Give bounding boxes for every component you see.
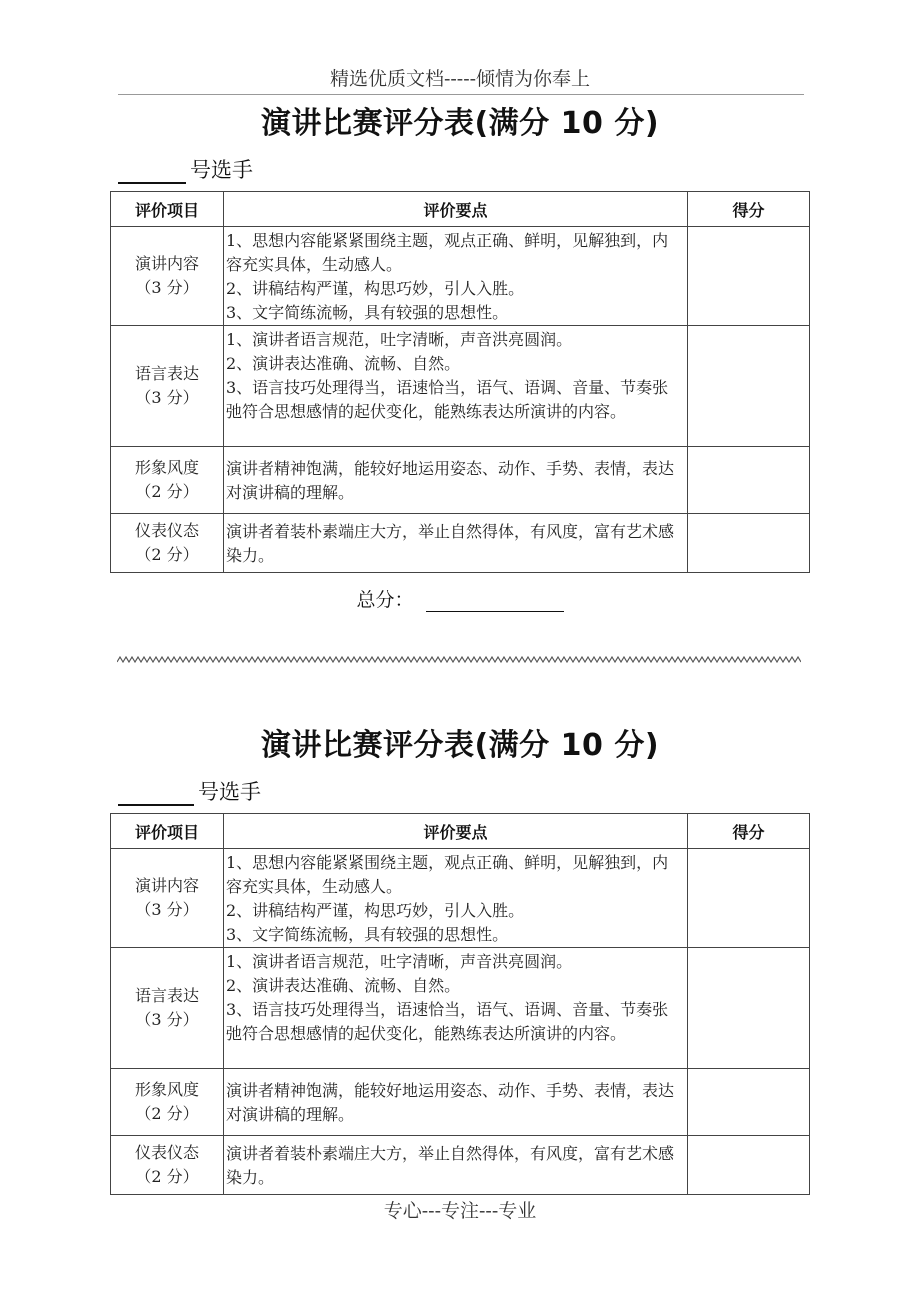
table-row (111, 948, 810, 1069)
table-row (111, 447, 810, 514)
criterion-max-score: （3 分） (135, 388, 199, 407)
point-line: 1、演讲者语言规范，吐字清晰，声音洪亮圆润。 (226, 330, 573, 349)
criterion-cell (111, 447, 224, 514)
point-line: 2、演讲表达准确、流畅、自然。 (226, 354, 461, 373)
criterion-cell (111, 514, 224, 573)
score-table (110, 813, 810, 1195)
table-row (111, 1069, 810, 1136)
criterion-points (224, 447, 688, 514)
criterion-cell (111, 948, 224, 1069)
criterion-cell (111, 1136, 224, 1195)
contestant-number-blank[interactable] (118, 784, 194, 806)
criterion-cell (111, 1069, 224, 1136)
score-input-cell[interactable] (688, 1136, 810, 1195)
criterion-name: 语言表达 (134, 986, 199, 1005)
criterion-max-score: （2 分） (135, 545, 199, 564)
criterion-points (224, 948, 688, 1069)
criterion-points (224, 1136, 688, 1195)
column-header: 评价要点 (224, 192, 688, 227)
criterion-name: 形象风度 (134, 458, 199, 477)
criterion-points (224, 849, 688, 948)
point-line: 3、语言技巧处理得当，语速恰当，语气、语调、音量、节奏张弛符合思想感情的起伏变化，能熟练表达所演讲的内容。 (226, 378, 669, 421)
form-title: 演讲比赛评分表(满分 10 分) (260, 106, 660, 141)
criterion-name: 仪表仪态 (134, 521, 199, 540)
criterion-points (224, 227, 688, 326)
point-line: 演讲者精神饱满，能较好地运用姿态、动作、手势、表情，表达对演讲稿的理解。 (226, 1081, 675, 1124)
criterion-max-score: （2 分） (135, 1167, 199, 1186)
table-row (111, 1136, 810, 1195)
criterion-points (224, 326, 688, 447)
criterion-points (224, 514, 688, 573)
score-input-cell[interactable] (688, 326, 810, 447)
criterion-max-score: （3 分） (135, 278, 199, 297)
point-line: 1、思想内容能紧紧围绕主题，观点正确、鲜明，见解独到，内容充实具体，生动感人。 (226, 853, 669, 896)
criterion-points (224, 1069, 688, 1136)
criterion-max-score: （2 分） (135, 482, 199, 501)
score-input-cell[interactable] (688, 514, 810, 573)
criterion-name: 演讲内容 (134, 254, 199, 273)
column-header: 评价项目 (111, 192, 224, 227)
total-blank[interactable] (426, 593, 564, 612)
score-input-cell[interactable] (688, 227, 810, 326)
criterion-max-score: （3 分） (135, 900, 199, 919)
score-input-cell[interactable] (688, 1069, 810, 1136)
criterion-name: 语言表达 (134, 364, 199, 383)
column-header: 评价项目 (111, 814, 224, 849)
header-divider (118, 94, 804, 95)
table-row (111, 227, 810, 326)
total-label: 总分： (356, 589, 414, 611)
criterion-name: 仪表仪态 (134, 1143, 199, 1162)
score-table (110, 191, 810, 573)
column-header: 得分 (688, 814, 810, 849)
point-line: 演讲者精神饱满，能较好地运用姿态、动作、手势、表情，表达对演讲稿的理解。 (226, 459, 675, 502)
table-row (111, 514, 810, 573)
criterion-cell (111, 227, 224, 326)
criterion-max-score: （3 分） (135, 1010, 199, 1029)
criterion-name: 形象风度 (134, 1080, 199, 1099)
contestant-label: 号选手 (198, 780, 261, 804)
score-input-cell[interactable] (688, 447, 810, 514)
point-line: 3、文字简练流畅，具有较强的思想性。 (226, 303, 509, 322)
table-header-row (111, 192, 810, 227)
page-footer: 专心---专注---专业 (383, 1200, 537, 1222)
point-line: 2、演讲表达准确、流畅、自然。 (226, 976, 461, 995)
point-line: 1、演讲者语言规范，吐字清晰，声音洪亮圆润。 (226, 952, 573, 971)
table-row (111, 849, 810, 948)
point-line: 2、讲稿结构严谨，构思巧妙，引人入胜。 (226, 901, 525, 920)
table-row (111, 326, 810, 447)
contestant-number-field[interactable] (118, 154, 253, 184)
criterion-name: 演讲内容 (134, 876, 199, 895)
point-line: 3、文字简练流畅，具有较强的思想性。 (226, 925, 509, 944)
point-line: 1、思想内容能紧紧围绕主题，观点正确、鲜明，见解独到，内容充实具体，生动感人。 (226, 231, 669, 274)
column-header: 评价要点 (224, 814, 688, 849)
zigzag-divider (117, 655, 801, 665)
criterion-cell (111, 849, 224, 948)
column-header: 得分 (688, 192, 810, 227)
point-line: 演讲者着装朴素端庄大方，举止自然得体，有风度，富有艺术感染力。 (226, 522, 675, 565)
criterion-max-score: （2 分） (135, 1104, 199, 1123)
point-line: 3、语言技巧处理得当，语速恰当，语气、语调、音量、节奏张弛符合思想感情的起伏变化，能熟练表达所演讲的内容。 (226, 1000, 669, 1043)
score-input-cell[interactable] (688, 948, 810, 1069)
contestant-label: 号选手 (190, 158, 253, 182)
criterion-cell (111, 326, 224, 447)
page-header: 精选优质文档-----倾情为你奉上 (329, 68, 591, 90)
table-header-row (111, 814, 810, 849)
score-input-cell[interactable] (688, 849, 810, 948)
total-score-field[interactable] (0, 585, 920, 612)
form-title: 演讲比赛评分表(满分 10 分) (260, 728, 660, 763)
point-line: 2、讲稿结构严谨，构思巧妙，引人入胜。 (226, 279, 525, 298)
point-line: 演讲者着装朴素端庄大方，举止自然得体，有风度，富有艺术感染力。 (226, 1144, 675, 1187)
contestant-number-field[interactable] (118, 776, 261, 806)
contestant-number-blank[interactable] (118, 162, 186, 184)
